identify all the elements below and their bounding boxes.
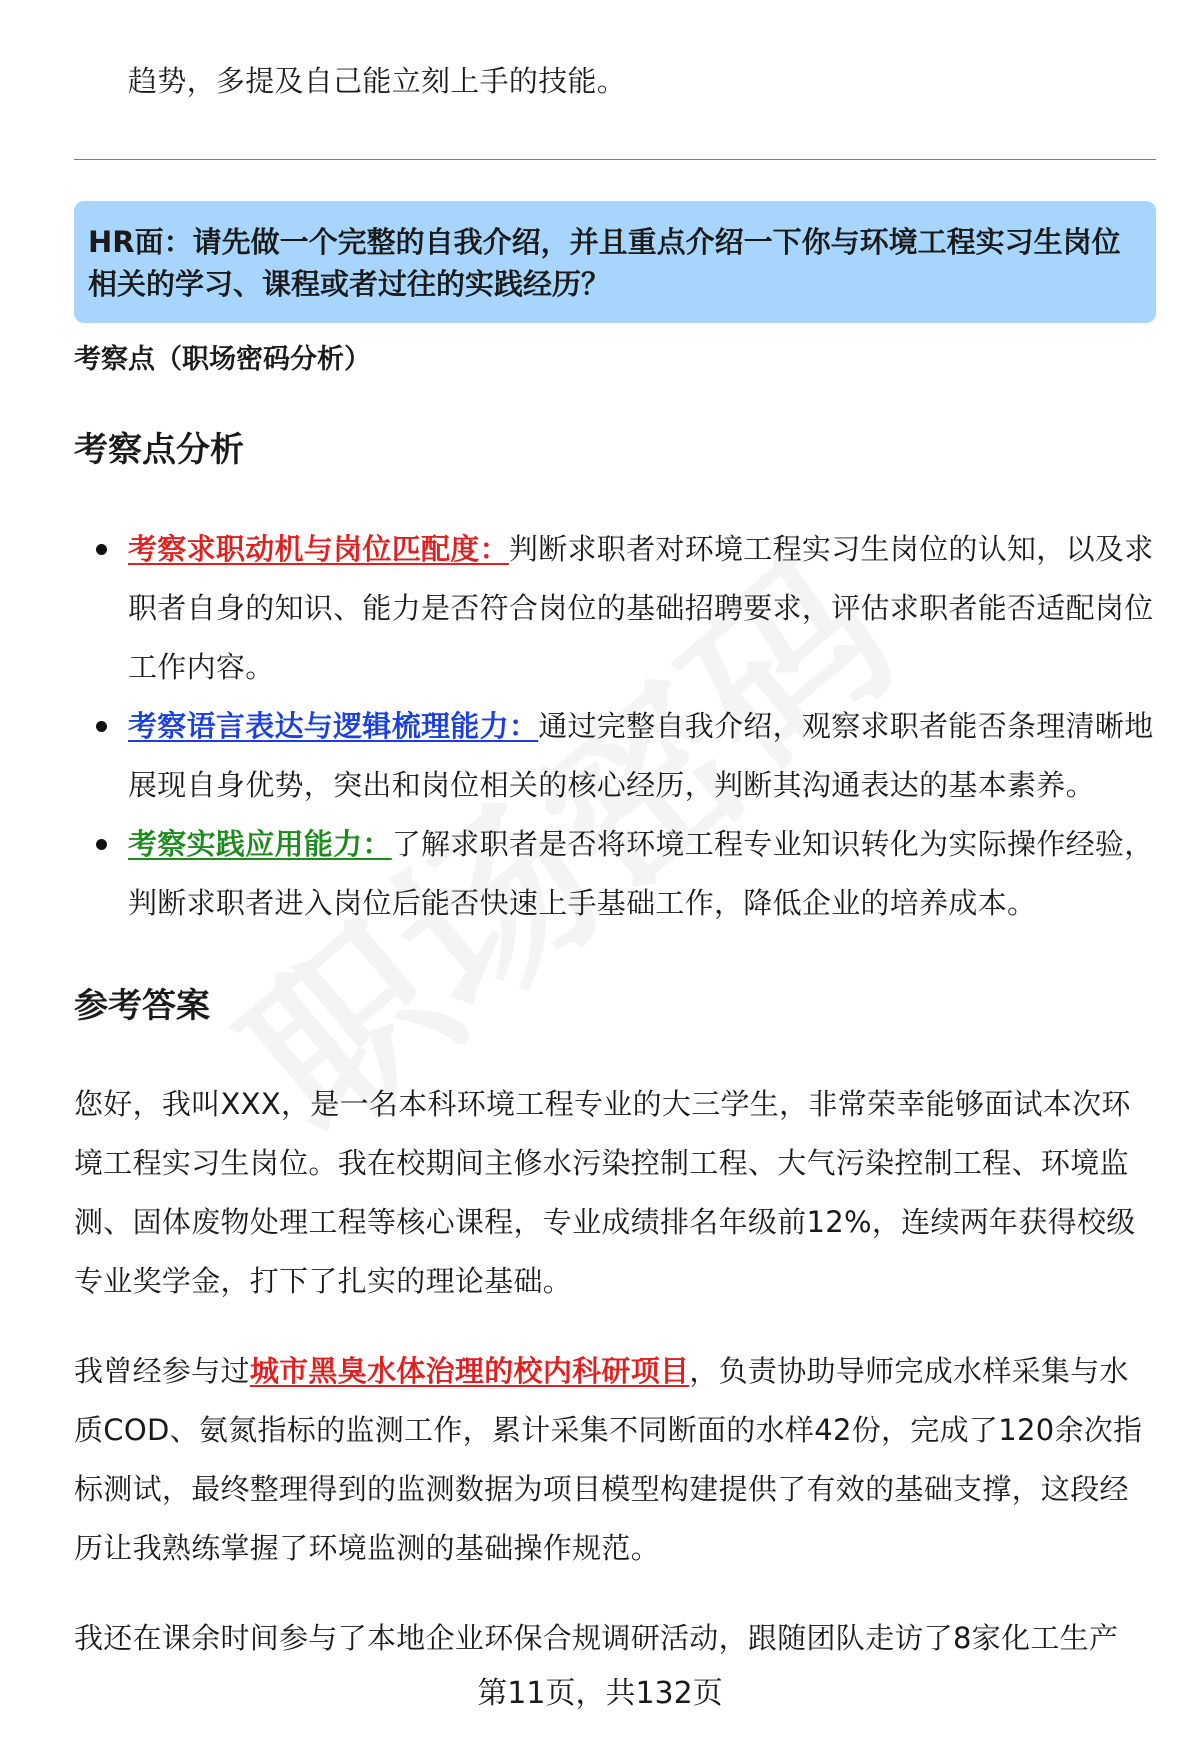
answer-paragraph-intro: 您好，我叫XXX，是一名本科环境工程专业的大三学生，非常荣幸能够面试本次环境工程实习生岗位。我在校期间主修水污染控制工程、大气污染控制工程、环境监测、固体废物处理工程等核心课程，专业成绩排名年级前12%，连续两年获得校级专业奖学金，打下了扎实的理论基础。 [74,1087,1136,1298]
bullet-keyword[interactable]: 考察实践应用能力： [128,827,392,861]
bullet-item-practice [96,815,1158,933]
analysis-bullet-list [96,520,1158,933]
bullet-text: 判断求职者对环境工程实习生岗位的认知，以及求职者自身的知识、能力是否符合岗位的基础招聘要求，评估求职者能否适配岗位工作内容。 [128,532,1154,684]
paragraph-text: 我曾经参与过 [74,1354,250,1388]
question-text: HR面：请先做一个完整的自我介绍，并且重点介绍一下你与环境工程实习生岗位相关的学习、课程或者过往的实践经历？ [88,225,1121,301]
answer-paragraph-project [74,1342,1158,1578]
continuation-line: 趋势，多提及自己能立刻上手的技能。 [128,64,627,98]
kaochadian-label: 考察点（职场密码分析） [74,344,371,375]
answer-paragraph-survey: 我还在课余时间参与了本地企业环保合规调研活动，跟随团队走访了8家化工生产 [74,1621,1119,1655]
bullet-text: 了解求职者是否将环境工程专业知识转化为实际操作经验，判断求职者进入岗位后能否快速上手基础工作，降低企业的培养成本。 [128,827,1154,920]
page-number: 第11页，共132页 [477,1676,723,1711]
bullet-dot-icon [96,721,107,732]
analysis-heading: 考察点分析 [74,430,244,470]
bullet-text: 通过完整自我介绍，观察求职者能否条理清晰地展现自身优势，突出和岗位相关的核心经历，判断其沟通表达的基本素养。 [128,709,1154,802]
bullet-item-motivation [96,520,1158,697]
bullet-keyword[interactable]: 考察求职动机与岗位匹配度： [128,532,509,566]
bullet-item-expression [96,697,1158,815]
bullet-dot-icon [96,544,107,555]
project-highlight[interactable]: 城市黑臭水体治理的校内科研项目 [249,1354,690,1388]
paragraph-text: ，负责协助导师完成水样采集与水质COD、氨氮指标的监测工作，累计采集不同断面的水样42份，完成了120余次指标测试，最终整理得到的监测数据为项目模型构建提供了有效的基础支撑，这段经历让我熟练掌握了环境监测的基础操作规范。 [74,1354,1143,1565]
answer-heading: 参考答案 [74,986,210,1026]
bullet-dot-icon [96,839,107,850]
question-box [74,201,1156,323]
bullet-keyword[interactable]: 考察语言表达与逻辑梳理能力： [128,709,539,743]
divider [74,159,1156,160]
